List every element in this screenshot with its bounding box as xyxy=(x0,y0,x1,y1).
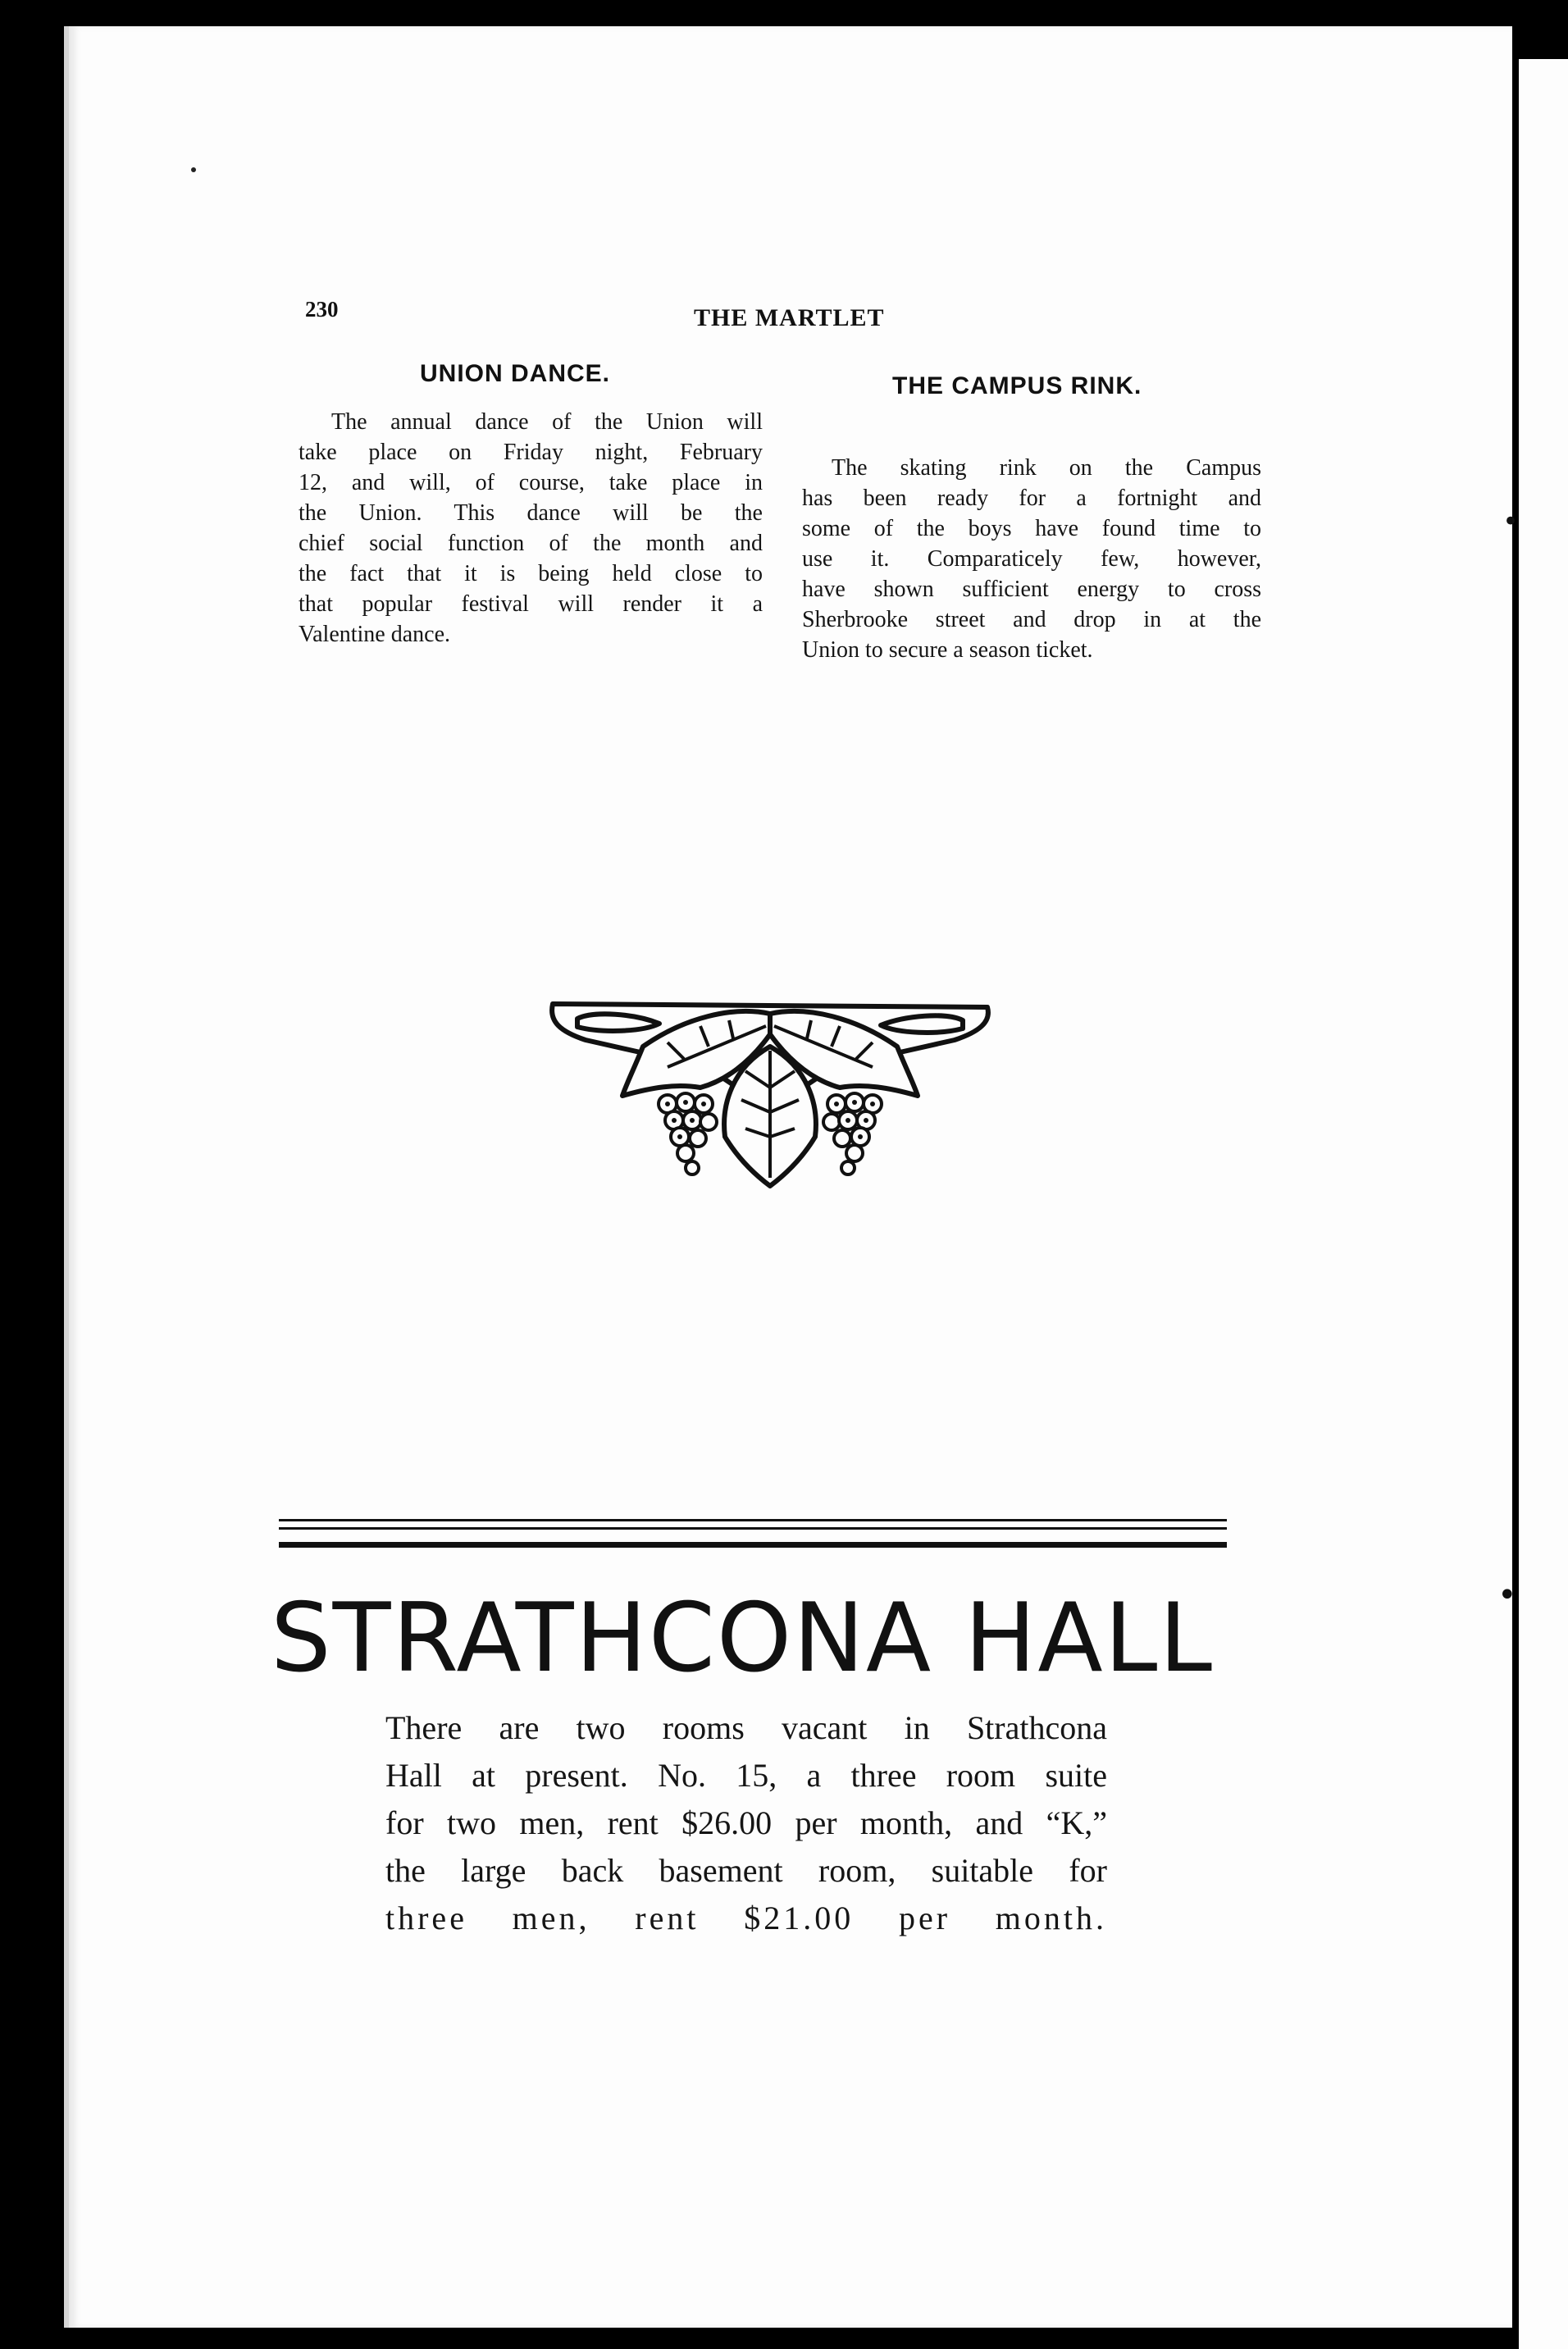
article-line: take place on Friday night, February xyxy=(299,440,763,465)
article-line: has been ready for a fortnight and xyxy=(802,486,1261,511)
notice-line: three men, rent $21.00 per month. xyxy=(385,1900,1107,1936)
ad-rule-thin-middle xyxy=(279,1527,1227,1530)
campus-rink-article xyxy=(802,453,1261,665)
article-line: use it. Comparaticely few, however, xyxy=(802,546,1261,572)
ad-rule-thick xyxy=(279,1542,1227,1548)
article-line: 12, and will, of course, take place in xyxy=(299,470,763,495)
article-line: chief social function of the month and xyxy=(299,531,763,556)
strathcona-hall-notice xyxy=(385,1704,1107,1942)
page-number: 230 xyxy=(305,297,339,322)
union-dance-heading: UNION DANCE. xyxy=(420,360,611,387)
article-line: The skating rink on the Campus xyxy=(832,455,1261,481)
strathcona-hall-title: STRATHCONA HALL xyxy=(271,1583,1214,1694)
article-line: have shown sufficient energy to cross xyxy=(802,577,1261,602)
article-line: some of the boys have found time to xyxy=(802,516,1261,541)
article-line: Sherbrooke street and drop in at the xyxy=(802,607,1261,632)
notice-line: There are two rooms vacant in Strathcona xyxy=(385,1709,1107,1746)
article-line: Valentine dance. xyxy=(299,622,451,647)
article-line: Union to secure a season ticket. xyxy=(802,637,1093,663)
article-line: The annual dance of the Union will xyxy=(331,409,763,435)
binding-mark: • xyxy=(1497,1576,1517,1614)
leaf-and-grape-ornament-icon xyxy=(545,989,996,1194)
margin-speck xyxy=(191,167,196,172)
ad-rule-thin-top xyxy=(279,1519,1227,1521)
notice-line: Hall at present. No. 15, a three room suite xyxy=(385,1757,1107,1794)
union-dance-article xyxy=(299,407,763,650)
article-line: the Union. This dance will be the xyxy=(299,500,763,526)
campus-rink-heading: THE CAMPUS RINK. xyxy=(892,372,1142,399)
article-line: that popular festival will render it a xyxy=(299,591,763,617)
article-line: the fact that it is being held close to xyxy=(299,561,763,586)
running-title: THE MARTLET xyxy=(694,304,885,331)
notice-line: the large back basement room, suitable for xyxy=(385,1852,1107,1889)
notice-line: for two men, rent $26.00 per month, and “K,” xyxy=(385,1804,1107,1841)
facing-page-edge xyxy=(1519,59,1568,2349)
binding-mark: • xyxy=(1502,505,1520,538)
